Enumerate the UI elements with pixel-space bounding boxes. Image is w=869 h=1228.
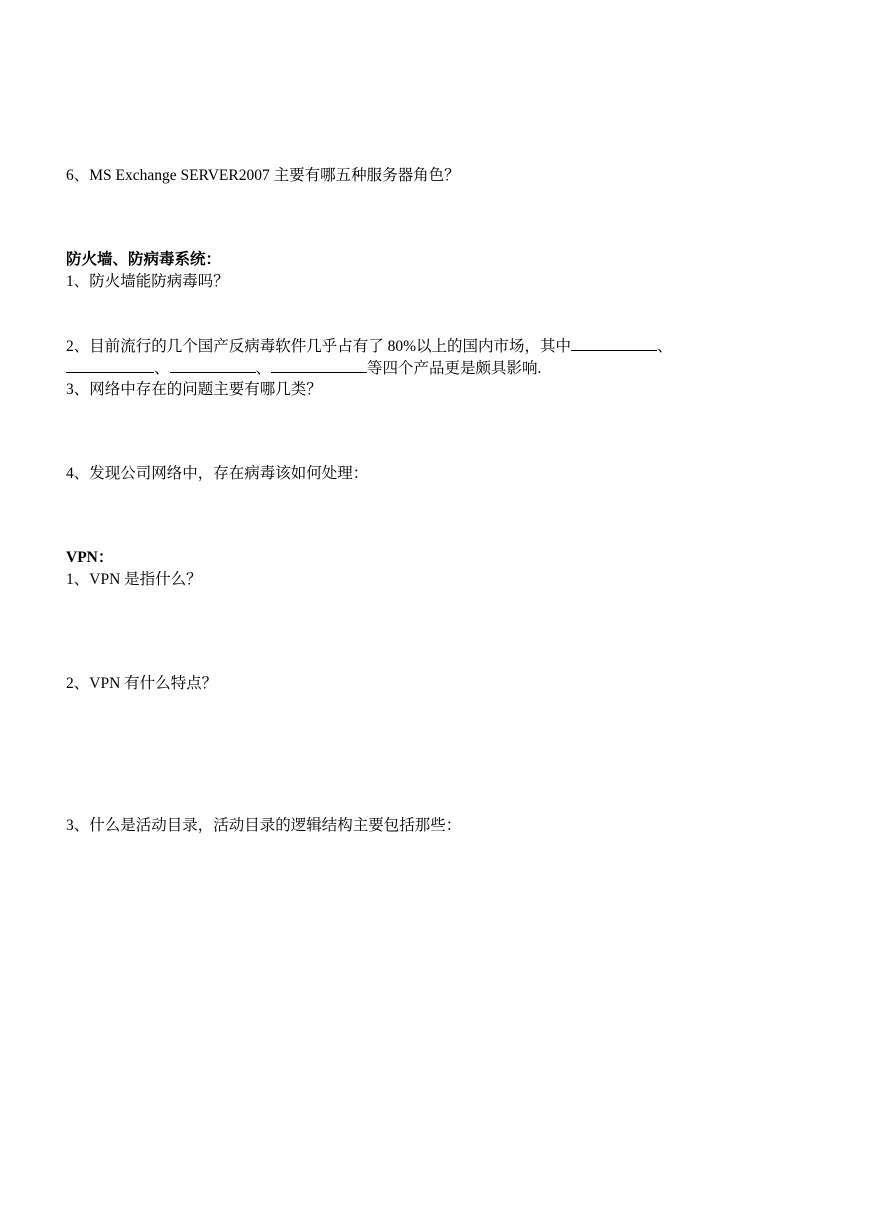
question-network-problems: 3、网络中存在的问题主要有哪几类？ (66, 381, 322, 398)
separator: 、 (657, 338, 673, 355)
question-virus-handling: 4、发现公司网络中，存在病毒该如何处理： (66, 465, 369, 482)
answer-blank-3 (170, 358, 256, 373)
question-antivirus-text: 2、目前流行的几个国产反病毒软件几乎占有了 80%以上的国内市场，其中 (66, 338, 572, 355)
question-exchange-roles: 6、MS Exchange SERVER2007 主要有哪五种服务器角色？ (66, 167, 460, 184)
question-antivirus-products-line2 (66, 358, 541, 379)
answer-blank-1 (571, 336, 657, 351)
question-vpn-features: 2、VPN 有什么特点？ (66, 675, 218, 692)
section-heading-firewall: 防火墙、防病毒系统： (66, 251, 222, 268)
separator: 、 (154, 360, 170, 377)
question-firewall-antivirus: 1、防火墙能防病毒吗？ (66, 273, 229, 290)
separator: 、 (255, 360, 272, 377)
section-heading-vpn: VPN： (66, 549, 114, 566)
answer-blank-4 (271, 358, 367, 373)
question-vpn-definition: 1、VPN 是指什么？ (66, 571, 202, 588)
question-antivirus-tail: 等四个产品更是颇具影响. (367, 360, 542, 377)
question-active-directory: 3、什么是活动目录，活动目录的逻辑结构主要包括那些： (66, 817, 462, 834)
answer-blank-2 (66, 358, 154, 373)
question-antivirus-products-line1 (66, 336, 673, 357)
